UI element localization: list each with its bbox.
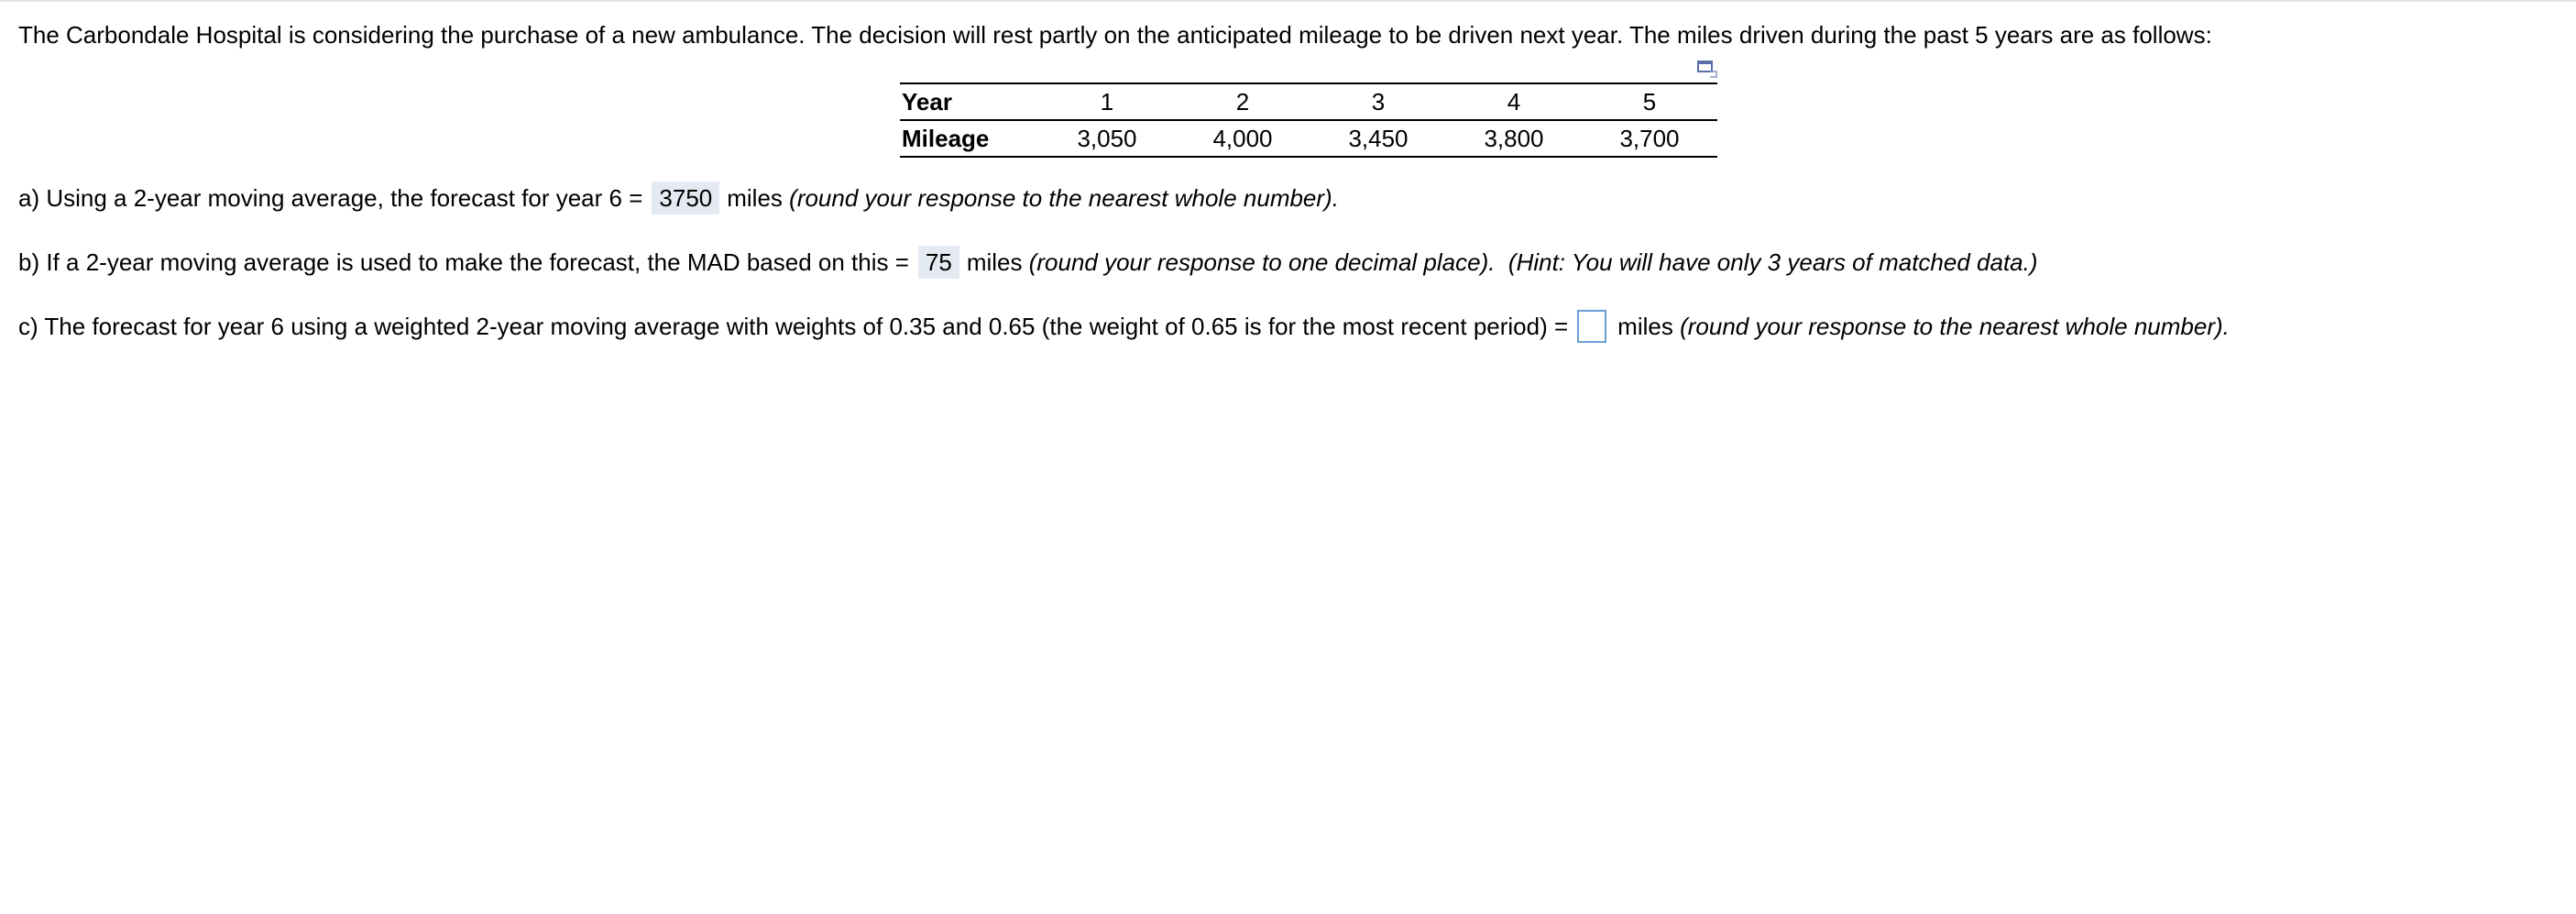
- question-c-unit: miles: [1617, 313, 1673, 340]
- question-b: [18, 246, 2038, 279]
- year-cell: 5: [1582, 83, 1717, 120]
- row-header-year: Year: [900, 83, 1039, 120]
- question-c-text: c) The forecast for year 6 using a weighted 2-year moving average with weights of 0.35 and 0.65 (the weight of 0.65 is for the most recent period) =: [18, 313, 1569, 340]
- year-cell: 4: [1446, 83, 1582, 120]
- table-row-year: [900, 83, 1717, 120]
- question-b-text: b) If a 2-year moving average is used to make the forecast, the MAD based on this =: [18, 248, 909, 276]
- mileage-cell: 3,450: [1310, 120, 1446, 157]
- question-b-hint: (Hint: You will have only 3 years of matched data.): [1507, 248, 2038, 276]
- row-header-mileage: Mileage: [900, 120, 1039, 157]
- mileage-cell: 3,700: [1582, 120, 1717, 157]
- year-cell: 1: [1039, 83, 1175, 120]
- mileage-cell: 3,800: [1446, 120, 1582, 157]
- table-row-mileage: [900, 120, 1717, 157]
- mileage-cell: 3,050: [1039, 120, 1175, 157]
- year-cell: 2: [1175, 83, 1310, 120]
- year-cell: 3: [1310, 83, 1446, 120]
- question-a-text: a) Using a 2-year moving average, the forecast for year 6 =: [18, 184, 643, 212]
- question-a-note: (round your response to the nearest whole number).: [789, 184, 1339, 212]
- mileage-table: [900, 83, 1717, 158]
- mileage-cell: 4,000: [1175, 120, 1310, 157]
- question-c-note: (round your response to the nearest whole number).: [1680, 313, 2230, 340]
- question-a-unit: miles: [727, 184, 783, 212]
- problem-statement: The Carbondale Hospital is considering the purchase of a new ambulance. The decision will rest partly on the anticipated mileage to be driven next year. The miles driven during the past 5 years are as follows:: [18, 21, 2212, 49]
- question-b-unit: miles: [966, 248, 1023, 276]
- question-b-answer[interactable]: 75: [918, 246, 959, 279]
- question-b-note: (round your response to one decimal place).: [1028, 248, 1496, 276]
- question-a-answer[interactable]: 3750: [652, 182, 719, 215]
- question-a: [18, 182, 1339, 215]
- question-c-answer-input[interactable]: [1577, 310, 1606, 343]
- question-c: [18, 310, 2230, 343]
- popout-window-icon[interactable]: [1697, 60, 1717, 78]
